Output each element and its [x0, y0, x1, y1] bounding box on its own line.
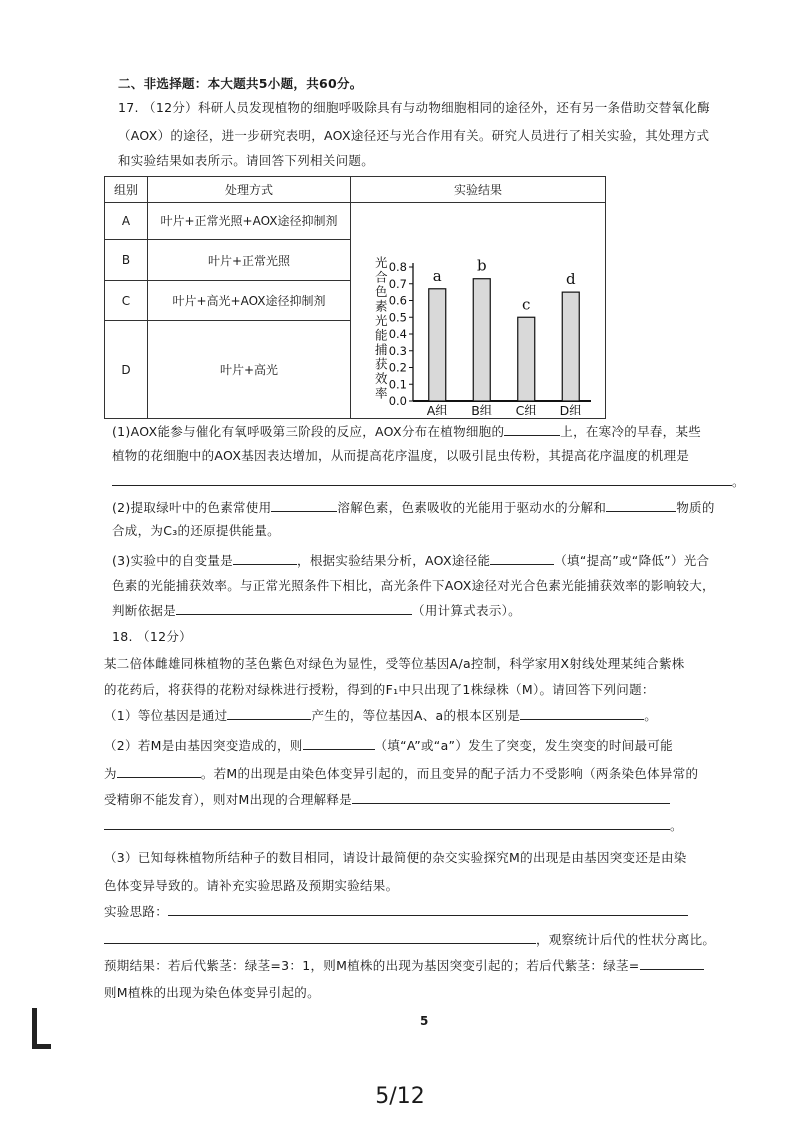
q18-part2-line4 — [104, 818, 683, 834]
q17-intro-line-1: 17. （12分）科研人员发现植物的细胞呼吸除具有与动物细胞相同的途径外，还有另一条借助交替氧化酶 — [118, 100, 710, 115]
q18-part1 — [104, 708, 657, 724]
q18-p1-text-b: 产生的，等位基因A、a的根本区别是 — [311, 708, 521, 723]
y-tick-label: 0.6 — [388, 293, 407, 308]
y-tick-label: 0.8 — [388, 260, 407, 274]
q18-p2-end: 。 — [670, 818, 683, 833]
q18-p2-text-e: 受精卵不能发育），则对M出现的合理解释是 — [104, 792, 353, 807]
q18-p1-blank-1[interactable] — [227, 708, 311, 720]
result-chart-cell — [351, 203, 606, 419]
q18-p2-text-a: （2）若M是由基因突变造成的，则 — [104, 738, 303, 753]
q17-part2-line1 — [112, 500, 715, 516]
table-cell-group: B — [105, 239, 148, 281]
scan-corner-mark — [32, 1008, 51, 1049]
q18-p2-text-b: （填“A”或“a”）发生了突变，发生突变的时间最可能 — [374, 738, 673, 753]
result-bar-chart — [351, 203, 605, 415]
bar-data-label: b — [476, 256, 487, 275]
page-number: 5 — [420, 1014, 429, 1028]
experiment-table — [104, 176, 606, 419]
bar-data-label: d — [565, 270, 576, 289]
q18-p3-text-b: 色体变异导致的。请补充实验思路及预期实验结果。 — [104, 878, 399, 893]
q18-idea-label: 实验思路： — [104, 904, 169, 919]
table-cell-group: C — [105, 281, 148, 321]
y-tick-label: 0.0 — [388, 394, 407, 408]
q17-p1-end: 。 — [732, 474, 745, 489]
table-header-group: 组别 — [105, 177, 148, 203]
page-indicator: 5/12 — [375, 1084, 425, 1109]
q17-part3-line1 — [112, 553, 709, 569]
q17-p2-text-d: 合成，为C₃的还原提供能量。 — [112, 523, 280, 538]
bar — [518, 317, 535, 401]
table-header-result: 实验结果 — [351, 177, 606, 203]
q17-part1-line3 — [112, 474, 745, 490]
q17-part1-line1 — [112, 424, 701, 440]
bar-data-label: c — [522, 295, 531, 314]
q17-p3-blank-1[interactable] — [233, 553, 297, 565]
q17-part3-line3 — [112, 603, 521, 619]
table-cell-treatment: 叶片+正常光照 — [148, 239, 351, 281]
table-cell-treatment: 叶片+正常光照+AOX途径抑制剂 — [148, 203, 351, 240]
q18-part2-line1 — [104, 738, 673, 754]
q17-p3-text-b: ，根据实验结果分析，AOX途径能 — [297, 553, 491, 568]
q17-p2-text-c: 物质的 — [676, 500, 715, 515]
y-tick-label: 0.4 — [388, 327, 407, 341]
q18-p2-blank-3[interactable] — [352, 792, 670, 804]
q18-p3-text-a: （3）已知每株植物所结种子的数目相同，请设计最简便的杂交实验探究M的出现是由基因突变还是由染 — [104, 850, 687, 865]
q18-intro-line-1: 某二倍体雌雄同株植物的茎色紫色对绿色为显性，受等位基因A/a控制，科学家用X射线处理某纯合紫株 — [104, 656, 685, 671]
q18-idea-line1 — [104, 904, 688, 920]
y-axis-label: 光合色素光能捕获效率 — [375, 255, 388, 401]
bar — [429, 289, 446, 401]
q17-p3-text-c: （填“提高”或“降低”）光合 — [554, 553, 710, 568]
q18-expect-blank[interactable] — [640, 958, 704, 970]
bar-data-label: a — [432, 266, 442, 285]
q18-p2-blank-4[interactable] — [104, 818, 670, 830]
x-category-label: C组 — [515, 403, 537, 415]
q17-p3-blank-3[interactable] — [176, 603, 412, 615]
q18-part2-line2 — [104, 766, 698, 782]
y-tick-label: 0.7 — [388, 276, 407, 291]
q18-idea-blank-2[interactable] — [104, 932, 536, 944]
q17-p1-text-b: 上，在寒冷的早春，某些 — [560, 424, 702, 439]
q18-idea-line2 — [104, 932, 715, 948]
q18-p2-blank-2[interactable] — [117, 766, 201, 778]
y-tick-label: 0.5 — [388, 310, 407, 325]
q17-p1-blank-2[interactable] — [112, 474, 732, 486]
q17-p3-text-e: 判断依据是 — [112, 603, 177, 618]
q18-p1-blank-2[interactable] — [520, 708, 644, 720]
q18-idea-end: ，观察统计后代的性状分离比。 — [536, 932, 716, 947]
q18-title: 18. （12分） — [112, 629, 192, 644]
q17-intro-line-3: 和实验结果如表所示。请回答下列相关问题。 — [118, 153, 375, 168]
bar — [562, 292, 579, 401]
table-row — [105, 203, 606, 240]
q17-p2-blank-1[interactable] — [271, 500, 337, 512]
table-cell-group: D — [105, 321, 148, 419]
q18-expect-text-b: 则M植株的出现为染色体变异引起的。 — [104, 985, 320, 1000]
table-cell-treatment: 叶片+高光 — [148, 321, 351, 419]
q17-p2-text-b: 溶解色素，色素吸收的光能用于驱动水的分解和 — [337, 500, 607, 515]
q17-p2-blank-2[interactable] — [606, 500, 676, 512]
bar — [473, 279, 490, 401]
q17-p3-text-f: （用计算式表示）。 — [412, 603, 521, 618]
q18-expect-line1 — [104, 958, 704, 974]
section-heading: 二、非选择题：本大题共5小题，共60分。 — [118, 76, 363, 91]
q18-p2-blank-1[interactable] — [303, 738, 375, 750]
q17-p3-text-d: 色素的光能捕获效率。与正常光照条件下相比，高光条件下AOX途径对光合色素光能捕获效率的影响较大， — [112, 578, 715, 593]
y-tick-label: 0.2 — [388, 360, 407, 375]
x-category-label: A组 — [426, 403, 448, 415]
table-header-treatment: 处理方式 — [148, 177, 351, 203]
q17-p3-text-a: (3)实验中的自变量是 — [112, 553, 234, 568]
q18-idea-blank-1[interactable] — [168, 904, 688, 916]
q18-p2-text-d: 。若M的出现是由染色体变异引起的，而且变异的配子活力不受影响（两条染色体异常的 — [200, 766, 699, 781]
q18-part2-line3 — [104, 792, 670, 808]
q17-p3-blank-2[interactable] — [490, 553, 554, 565]
q17-p1-text-c: 植物的花细胞中的AOX基因表达增加，从而提高花序温度，以吸引昆虫传粉，其提高花序温度的机理是 — [112, 448, 690, 463]
q18-p2-text-c: 为 — [104, 766, 117, 781]
table-cell-treatment: 叶片+高光+AOX途径抑制剂 — [148, 281, 351, 321]
q17-p1-blank-1[interactable] — [504, 424, 560, 436]
x-category-label: B组 — [471, 403, 493, 415]
y-tick-label: 0.1 — [388, 377, 407, 392]
q18-p1-text-a: （1）等位基因是通过 — [104, 708, 228, 723]
q17-p2-text-a: (2)提取绿叶中的色素常使用 — [112, 500, 272, 515]
q18-p1-end: 。 — [644, 708, 658, 723]
q18-expect-text-a: 预期结果：若后代紫茎：绿茎=3：1，则M植株的出现为基因突变引起的；若后代紫茎：绿茎= — [104, 958, 640, 973]
q17-p1-text-a: (1)AOX能参与催化有氧呼吸第三阶段的反应，AOX分布在植物细胞的 — [112, 424, 505, 439]
table-cell-group: A — [105, 203, 148, 240]
x-category-label: D组 — [559, 403, 582, 415]
q18-intro-line-2: 的花药后，将获得的花粉对绿株进行授粉，得到的F₁中只出现了1株绿株（M）。请回答下列问题： — [104, 682, 655, 697]
q17-intro-line-2: （AOX）的途径，进一步研究表明，AOX途径还与光合作用有关。研究人员进行了相关实验，其处理方式 — [118, 128, 710, 143]
y-tick-label: 0.3 — [388, 343, 407, 358]
